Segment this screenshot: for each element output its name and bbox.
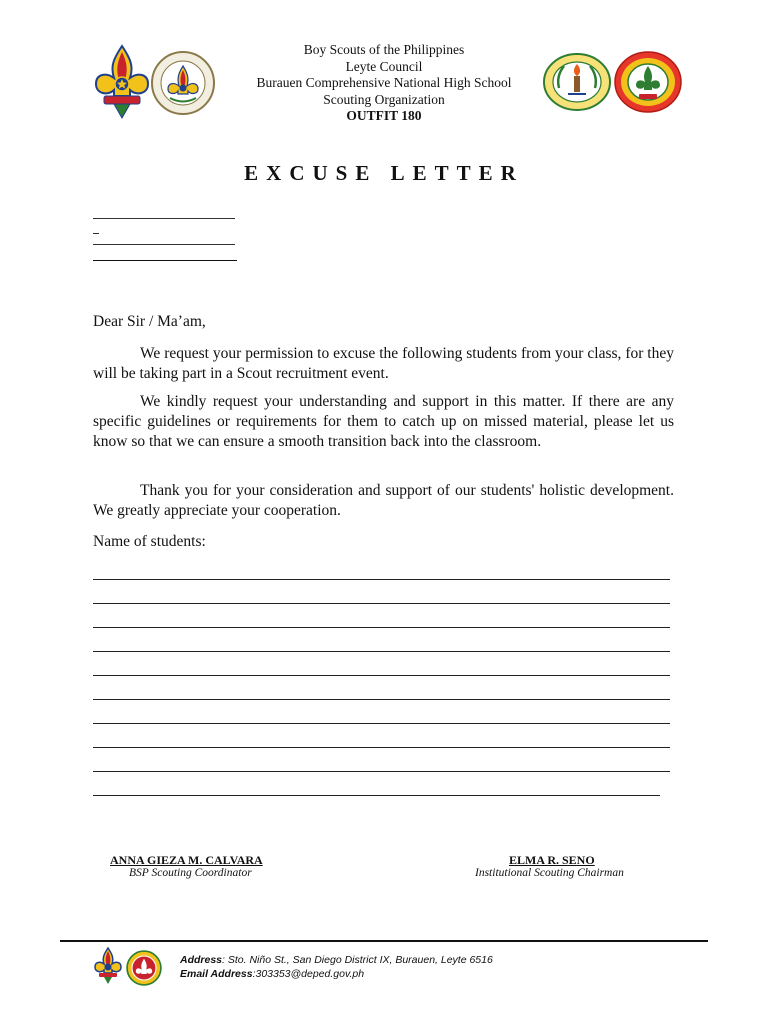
paragraph-text: We kindly request your understanding and support in this matter. If there are any specific guidelines or requirements for them to catch up on missed material, please let us know so that we can ensure a smooth transition back into the classroom. <box>93 393 674 450</box>
footer-email <box>180 967 493 981</box>
student-name-line[interactable] <box>93 579 670 580</box>
signatory-name-chairman: ELMA R. SENO <box>509 853 595 867</box>
school-name: Burauen Comprehensive National High School <box>256 75 512 90</box>
salutation: Dear Sir / Ma’am, <box>93 313 206 330</box>
paragraph-text: We request your permission to excuse the following students from your class, for they will be taking part in a Scout recruitment event. <box>93 345 674 382</box>
address-label: Address <box>180 954 223 966</box>
student-name-line[interactable] <box>93 651 670 652</box>
signatory-role-coordinator: BSP Scouting Coordinator <box>129 867 252 879</box>
signatory-role-chairman: Institutional Scouting Chairman <box>475 867 624 879</box>
email-label: Email Address <box>180 968 253 980</box>
student-name-line[interactable] <box>93 723 670 724</box>
footer-divider <box>60 940 708 942</box>
recipient-line-4 <box>93 260 237 261</box>
org-name: Boy Scouts of the Philippines <box>303 42 465 57</box>
paragraph-text: Thank you for your consideration and support of our students' holistic development. We greatly appreciate your cooperation. <box>93 482 674 519</box>
school-seal-icon <box>542 52 612 112</box>
student-name-line[interactable] <box>93 627 670 628</box>
address-value: : Sto. Niño St., San Diego District IX, Burauen, Leyte 6516 <box>222 954 493 966</box>
email-value: :303353@deped.gov.ph <box>252 968 365 980</box>
council-name: Leyte Council <box>345 58 423 74</box>
student-name-line[interactable] <box>93 771 670 772</box>
leyte-council-seal-icon <box>150 50 216 116</box>
student-name-line[interactable] <box>93 699 670 700</box>
student-name-line[interactable] <box>93 795 660 796</box>
footer-bsp-emblem-icon <box>93 946 123 988</box>
footer-contact <box>180 953 493 981</box>
organization-header <box>234 42 534 125</box>
letter-title: EXCUSE LETTER <box>244 161 524 185</box>
student-name-line[interactable] <box>93 675 670 676</box>
recipient-line-2 <box>93 233 99 234</box>
recipient-line-1 <box>93 218 235 219</box>
signatory-name-coordinator: ANNA GIEZA M. CALVARA <box>110 853 263 867</box>
organization-name: Scouting Organization <box>323 91 445 107</box>
footer-address <box>180 953 493 967</box>
recipient-line-3 <box>93 244 235 245</box>
names-label: Name of students: <box>93 533 206 550</box>
student-name-line[interactable] <box>93 603 670 604</box>
paragraph-request <box>93 344 674 384</box>
school-scouting-seal-icon <box>613 50 683 114</box>
outfit-number: OUTFIT 180 <box>346 108 422 123</box>
bsp-emblem-icon <box>92 44 152 124</box>
paragraph-support <box>93 392 674 452</box>
footer-council-seal-icon <box>126 950 162 986</box>
paragraph-thanks <box>93 481 674 521</box>
student-name-line[interactable] <box>93 747 670 748</box>
